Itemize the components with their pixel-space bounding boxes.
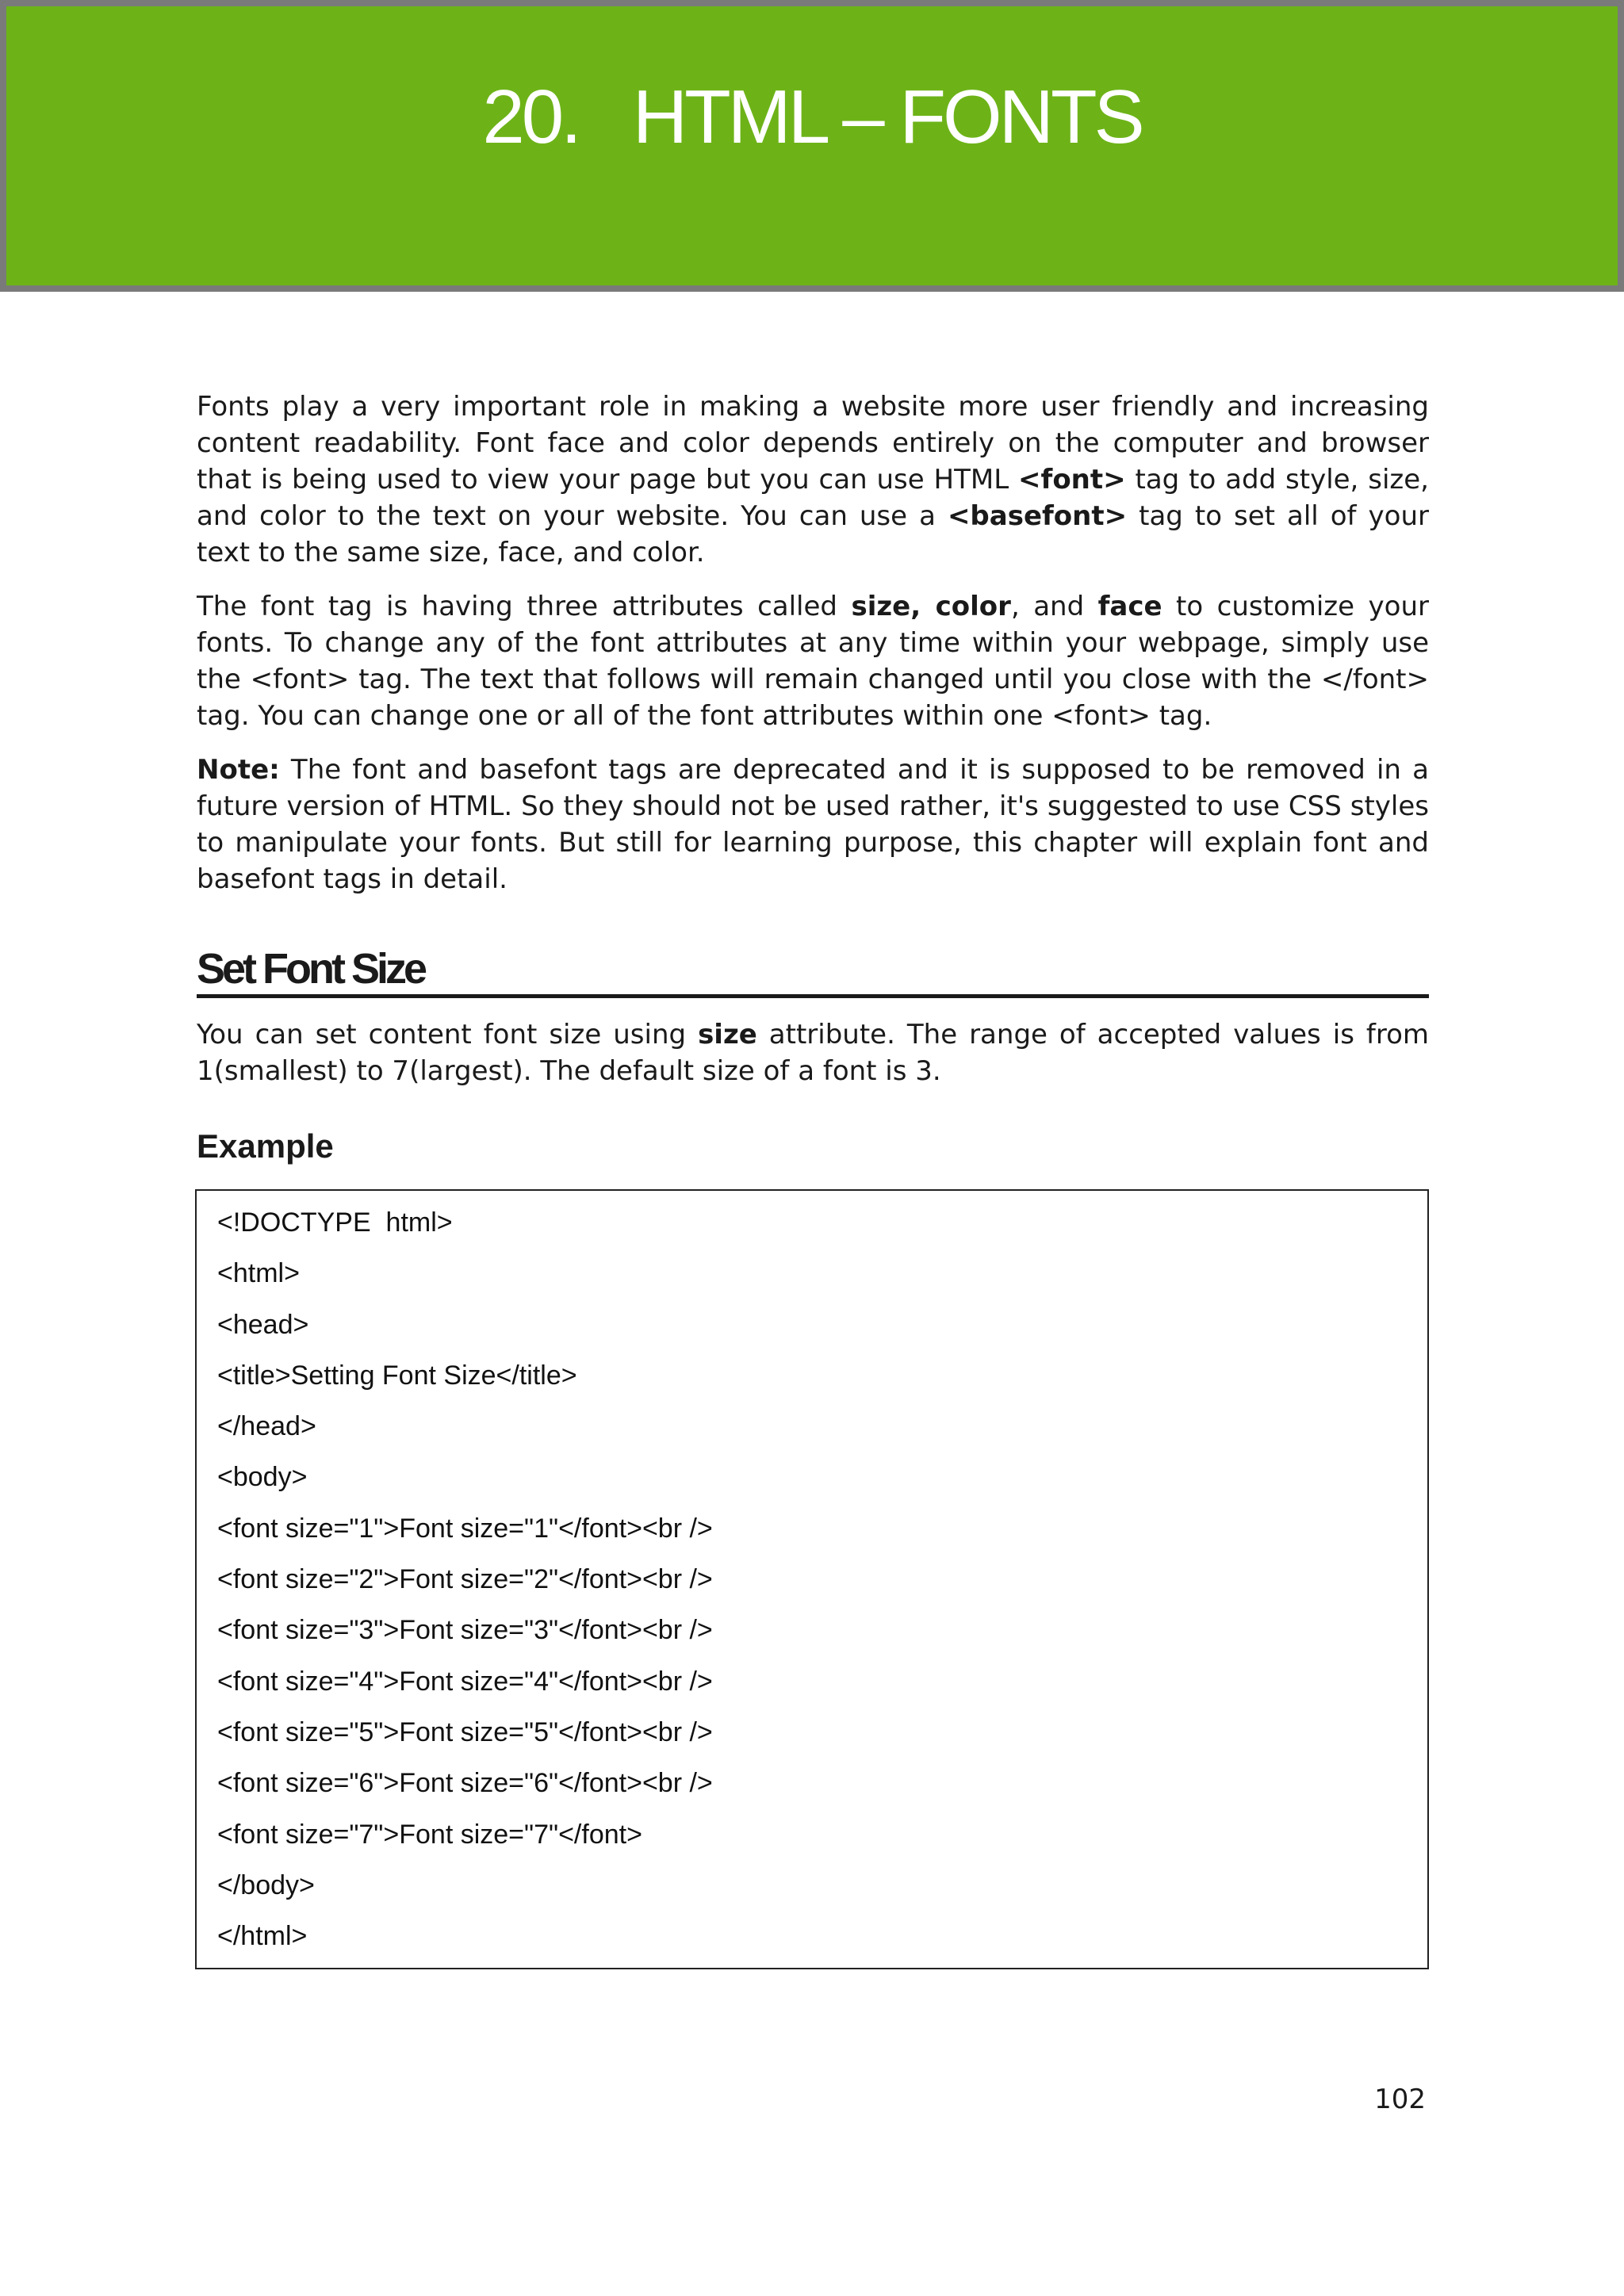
code-line: <font size="7">Font size="7"</font> xyxy=(217,1819,642,1850)
code-line: <font size="4">Font size="4"</font><br /> xyxy=(217,1666,713,1697)
basefont-tag-emphasis: <basefont> xyxy=(947,500,1128,532)
code-line: <font size="6">Font size="6"</font><br /> xyxy=(217,1768,713,1799)
section-heading: Set Font Size xyxy=(197,943,1429,998)
code-line: <body> xyxy=(217,1462,308,1493)
code-line: </body> xyxy=(217,1869,315,1900)
page-number: 102 xyxy=(1374,2084,1426,2115)
code-line: <title>Setting Font Size</title> xyxy=(217,1360,577,1391)
intro-paragraph-2: The font tag is having three attributes called size, color, and face to customize your fonts. To change any of the font attributes at any time within your webpage, simply use the <font> tag. The text that follows will remain changed until you close with the </font> tag. You can change one or all of the font attributes within one <font> tag. xyxy=(197,591,1429,732)
example-heading: Example xyxy=(197,1127,334,1165)
code-line: <html> xyxy=(217,1258,300,1289)
font-tag-emphasis: <font> xyxy=(1018,464,1126,496)
code-line: <font size="5">Font size="5"</font><br /> xyxy=(217,1716,713,1747)
code-line: </html> xyxy=(217,1921,308,1952)
attributes-emphasis: size, color xyxy=(851,591,1011,622)
chapter-banner xyxy=(0,0,1624,292)
code-line: <font size="3">Font size="3"</font><br /> xyxy=(217,1615,713,1646)
intro-paragraph-1: Fonts play a very important role in making a website more user friendly and increasing content readability. Font face and color depends entirely on the computer and browser that is being used to view your page but you can use HTML <font> tag to add style, size, and color to the text on your website. You can use a <basefont> tag to set all of your text to the same size, face, and color. xyxy=(197,391,1429,568)
chapter-title: 20. HTML – FONTS xyxy=(482,75,1142,159)
note-label: Note: xyxy=(197,754,280,786)
section-paragraph: You can set content font size using size attribute. The range of accepted values is from 1(smallest) to 7(largest). The default size of a font is 3. xyxy=(197,1019,1430,1087)
note-paragraph: Note: The font and basefont tags are deprecated and it is supposed to be removed in a future version of HTML. So they should not be used rather, it's suggested to use CSS styles to manipulate your fonts. But still for learning purpose, this chapter will explain font and basefont tags in detail. xyxy=(197,754,1429,895)
code-line: <!DOCTYPE html> xyxy=(217,1207,453,1238)
code-example-box xyxy=(195,1189,1429,1969)
code-line: <font size="1">Font size="1"</font><br /> xyxy=(217,1513,713,1544)
size-emphasis: size xyxy=(698,1019,757,1050)
face-emphasis: face xyxy=(1097,591,1162,622)
section-body xyxy=(197,1016,1429,1107)
code-line: <head> xyxy=(217,1309,309,1340)
code-line: </head> xyxy=(217,1411,316,1442)
code-line: <font size="2">Font size="2"</font><br /> xyxy=(217,1564,713,1595)
intro-section xyxy=(197,388,1429,915)
